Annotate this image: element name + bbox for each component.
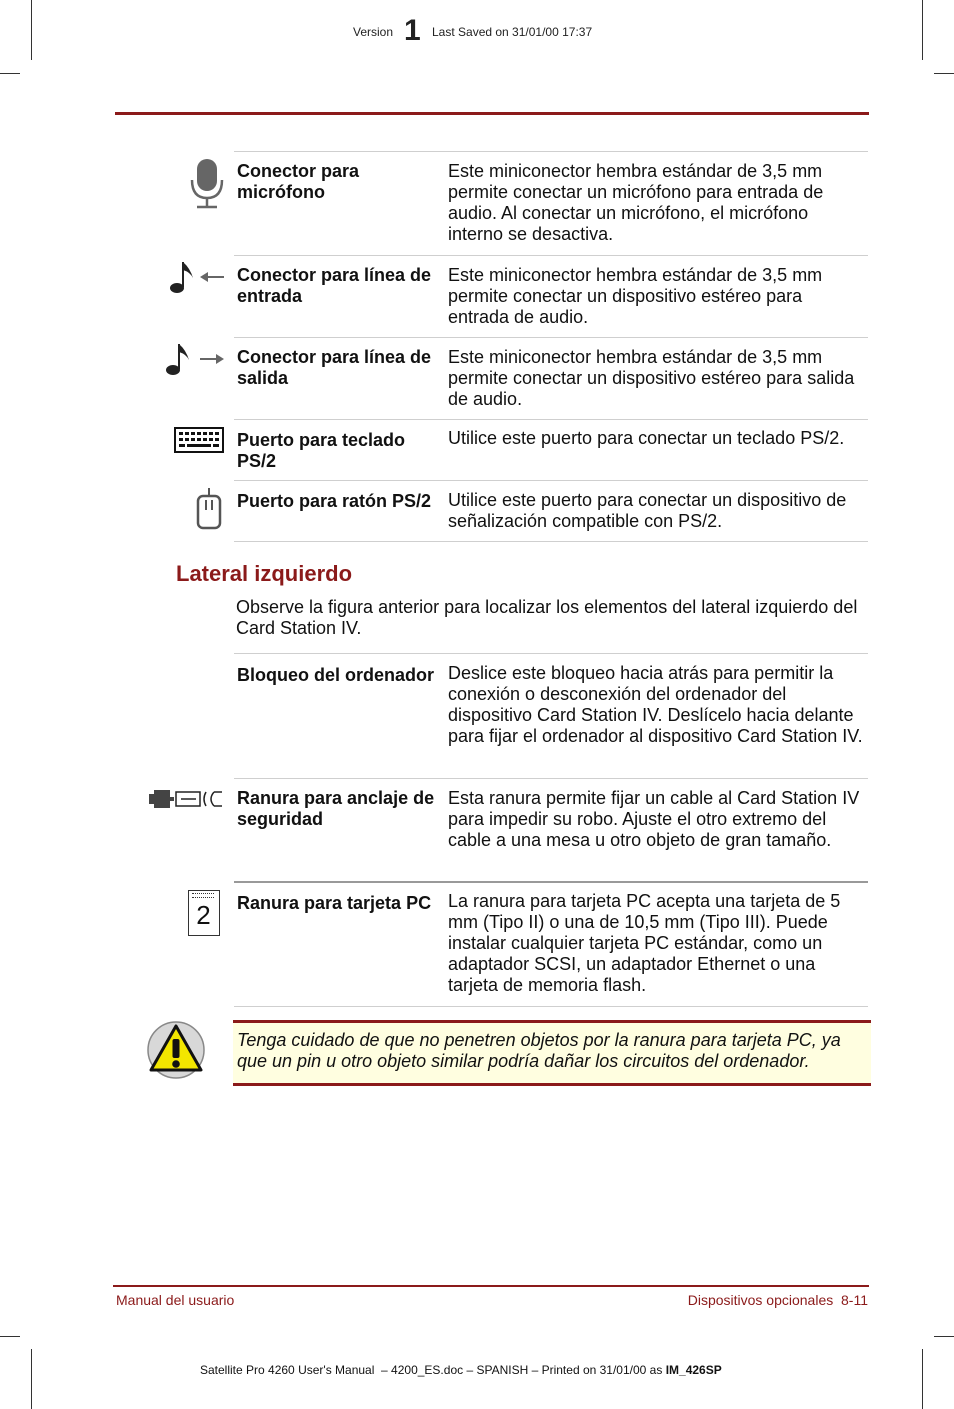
port-term: Puerto para ratón PS/2 [237,491,432,511]
row-divider [234,653,868,654]
line-in-icon [166,260,226,299]
footer-rule [113,1285,869,1287]
line-out-icon [162,342,226,381]
row-divider [234,419,868,420]
row-divider [234,541,868,542]
port-desc: Este miniconector hembra estándar de 3,5 mm permite conectar un micrófono para entrada de audio. Al conectar un micrófono, el micrófono interno se desactiva. [448,161,824,244]
mouse-icon [196,488,222,535]
keyboard-icon [174,427,224,458]
port-term: Puerto para teclado PS/2 [237,430,406,471]
section-title: Lateral izquierdo [176,561,353,586]
footer-left: Manual del usuario [116,1292,235,1308]
port-desc: Este miniconector hembra estándar de 3,5 mm permite conectar un dispositivo estéreo para entrada de audio. [448,265,823,327]
crop-mark [0,73,20,74]
pc-card-pins [192,893,214,898]
left-term: Ranura para anclaje de seguridad [237,788,435,829]
row-divider [234,1006,868,1007]
print-info: Satellite Pro 4260 User's Manual – 4200_ES.doc – SPANISH – Printed on 31/01/00 as [200,1363,666,1377]
port-term: Conector para línea de salida [237,347,432,388]
print-line [200,1363,722,1377]
crop-mark [31,1349,32,1409]
row-divider [234,480,868,481]
row-divider [234,255,868,256]
port-desc: Este miniconector hembra estándar de 3,5 mm permite conectar un dispositivo estéreo para salida de audio. [448,347,855,409]
pc-card-number: 2 [196,900,211,930]
pc-card-icon [188,890,220,936]
crop-mark [922,1349,923,1409]
warning-icon [146,1020,206,1085]
port-term: Conector para micrófono [237,161,360,202]
crop-mark [31,0,32,60]
left-term: Bloqueo del ordenador [237,665,435,685]
row-divider [234,881,868,883]
header-rule [115,112,869,115]
crop-mark [934,1336,954,1337]
section-intro: Observe la figura anterior para localizar los elementos del lateral izquierdo del Card Station IV. [236,597,858,638]
version-label: Version [353,25,394,39]
version-number: 1 [404,14,421,47]
left-desc: La ranura para tarjeta PC acepta una tarjeta de 5 mm (Tipo II) o una de 10,5 mm (Tipo III). Puede instalar cualquier tarjeta PC estándar, como un adaptador SCSI, un adaptador Ethernet o una tarjeta de memoria flash. [448,891,841,995]
crop-mark [0,1336,20,1337]
row-divider [234,337,868,338]
left-term: Ranura para tarjeta PC [237,893,432,913]
footer-right: Dispositivos opcionales 8-11 [687,1292,868,1308]
microphone-icon [188,158,226,215]
print-code: IM_426SP [665,1363,722,1377]
security-lock-icon [148,788,224,815]
row-divider [234,151,868,152]
port-desc: Utilice este puerto para conectar un teclado PS/2. [448,428,845,448]
caution-box [233,1020,871,1086]
crop-mark [922,0,923,60]
left-desc: Deslice este bloqueo hacia atrás para permitir la conexión o desconexión del ordenador del dispositivo Card Station IV. Deslícelo hacia delante para fijar el ordenador al dispositivo Card Station IV. [448,663,863,746]
crop-mark [934,73,954,74]
last-saved: Last Saved on 31/01/00 17:37 [432,25,593,39]
left-desc: Esta ranura permite fijar un cable al Card Station IV para impedir su robo. Ajuste el otro extremo del cable a una mesa u otro objeto de gran tamaño. [448,788,860,850]
port-term: Conector para línea de entrada [237,265,432,306]
caution-text: Tenga cuidado de que no penetren objetos por la ranura para tarjeta PC, ya que un pin u otro objeto similar podría dañar los circuitos del ordenador. [237,1030,841,1071]
port-desc: Utilice este puerto para conectar un dispositivo de señalización compatible con PS/2. [448,490,847,531]
row-divider [234,778,868,779]
